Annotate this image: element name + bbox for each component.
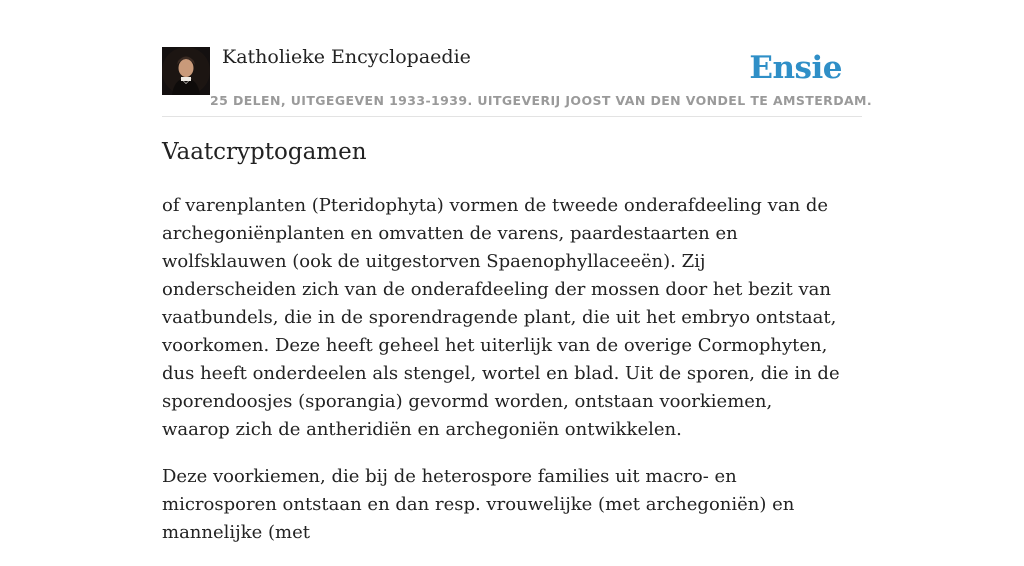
source-title[interactable]: Katholieke Encyclopaedie	[222, 46, 471, 68]
source-avatar-portrait-icon[interactable]	[162, 47, 210, 95]
article-paragraph: of varenplanten (Pteridophyta) vormen de tweede onderafdeeling van de archegoniënplanten en omvatten de varens, paardestaarten en wolfsklauwen (ook de uitgestorven Spaenophyllaceeën). Zij onderscheiden zich van de onderafdeeling der mossen door het bezit van vaatbundels, die in de sporendragende plant, die uit het embryo ontstaat, voorkomen. Deze heeft geheel het uiterlijk van de overige Cormophyten, dus heeft onderdeelen als stengel, wortel en blad. Uit de sporen, die in de sporendoosjes (sporangia) gevormd worden, ontstaan voorkiemen, waarop zich de antheridiën en archegoniën ontwikkelen.	[162, 195, 840, 440]
source-meta: 25 DELEN, UITGEGEVEN 1933-1939. UITGEVERIJ JOOST VAN DEN VONDEL TE AMSTERDAM.	[210, 93, 873, 108]
article-body	[162, 192, 842, 566]
article-title: Vaatcryptogamen	[162, 139, 367, 165]
brand-logo[interactable]: Ensie	[749, 50, 842, 86]
article-paragraph: Deze voorkiemen, die bij de heterospore families uit macro- en microsporen ontstaan en dan resp. vrouwelijke (met archegoniën) en mannelijke (met	[162, 466, 795, 543]
source-header	[162, 46, 873, 117]
